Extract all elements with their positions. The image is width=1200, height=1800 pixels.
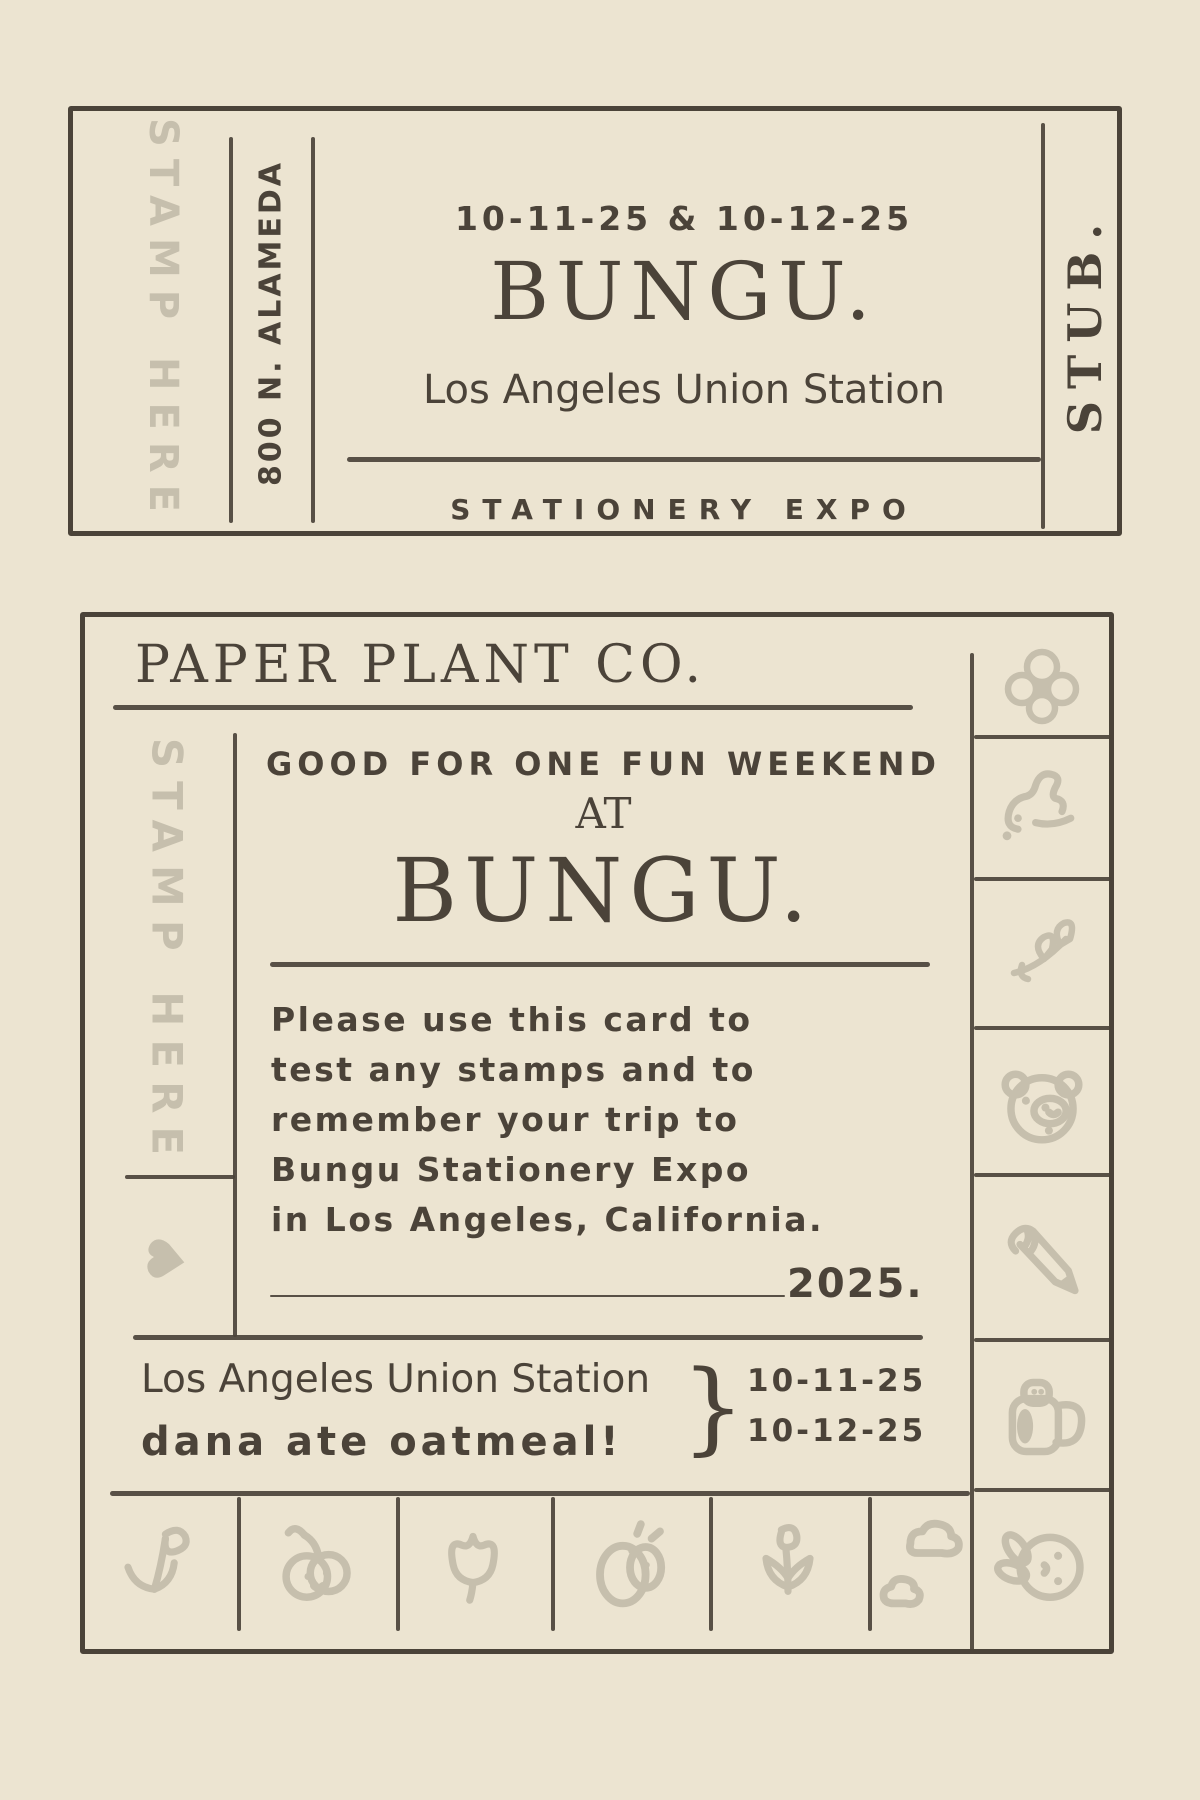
card-stamp-here-label: STAMP HERE xyxy=(142,737,192,1169)
sleeping-bunny-icon xyxy=(985,750,1095,860)
bottom-cell-divider xyxy=(709,1497,713,1631)
side-cell-divider xyxy=(974,877,1111,881)
brace-glyph: } xyxy=(681,1348,745,1466)
sprout-flower-icon xyxy=(733,1508,843,1623)
stub-venue: Los Angeles Union Station xyxy=(422,367,946,413)
stub-divider-line-right xyxy=(311,137,315,523)
bottom-row-rule xyxy=(110,1491,970,1496)
paragraph-line: test any stamps and to xyxy=(271,1050,756,1089)
stamp-box-bottom-line xyxy=(125,1175,235,1179)
year-label: 2025. xyxy=(787,1261,924,1307)
snowdrop-flower-icon xyxy=(106,1508,216,1623)
paragraph-line: in Los Angeles, California. xyxy=(271,1200,825,1239)
at-line: AT xyxy=(575,789,632,838)
stamp-card xyxy=(80,612,1114,1654)
rabbit-face-icon xyxy=(985,1508,1100,1623)
stub-dates: 10-11-25 & 10-12-25 xyxy=(454,199,914,238)
apple-icon xyxy=(259,1508,374,1623)
stub-stamp-here-label: STAMP HERE xyxy=(140,118,186,524)
stub-title: BUNGU. xyxy=(490,245,878,338)
mug-icon xyxy=(983,1360,1098,1475)
sprout-leaves-icon xyxy=(987,901,1097,1001)
bottom-cell-divider xyxy=(551,1497,555,1631)
title-underline xyxy=(270,962,930,967)
clouds-icon xyxy=(860,1500,980,1630)
card-paragraph xyxy=(271,995,824,1245)
side-cell-divider xyxy=(974,1026,1111,1030)
brand-title: PAPER PLANT CO. xyxy=(135,635,707,695)
good-for-line: GOOD FOR ONE FUN WEEKEND xyxy=(266,745,941,783)
stub-ticket xyxy=(68,106,1122,536)
signature-line xyxy=(270,1295,785,1297)
stub-section-divider xyxy=(1041,123,1045,529)
bottom-cell-divider xyxy=(237,1497,241,1631)
card-title: BUNGU. xyxy=(392,839,815,942)
paragraph-line: Please use this card to xyxy=(271,1000,753,1039)
paragraph-line: Bungu Stationery Expo xyxy=(271,1150,752,1189)
side-cell-divider xyxy=(974,1488,1111,1492)
side-cell-divider xyxy=(974,1338,1111,1342)
section-rule xyxy=(133,1335,923,1340)
paragraph-line: remember your trip to xyxy=(271,1100,740,1139)
bear-face-icon xyxy=(985,1046,1100,1161)
stub-divider-line-left xyxy=(229,137,233,523)
card-date-1: 10-11-25 xyxy=(747,1363,927,1399)
side-cell-divider xyxy=(974,1173,1111,1177)
tulip-icon xyxy=(418,1508,528,1623)
stub-event-label: STATIONERY EXPO xyxy=(450,493,918,526)
brand-underline xyxy=(113,705,913,710)
heart-icon xyxy=(130,1224,200,1294)
pencil-icon xyxy=(987,1207,1097,1317)
card-venue: Los Angeles Union Station xyxy=(141,1357,651,1402)
stub-address-label: 800 N. ALAMEDA xyxy=(253,159,289,487)
bunny-blob-icon xyxy=(570,1505,690,1625)
stub-rule xyxy=(347,457,1041,462)
four-petal-flower-icon xyxy=(992,637,1092,737)
stub-label: STUB. xyxy=(1058,211,1112,435)
bottom-cell-divider xyxy=(396,1497,400,1631)
card-date-2: 10-12-25 xyxy=(747,1413,927,1449)
card-note: dana ate oatmeal! xyxy=(141,1419,623,1465)
